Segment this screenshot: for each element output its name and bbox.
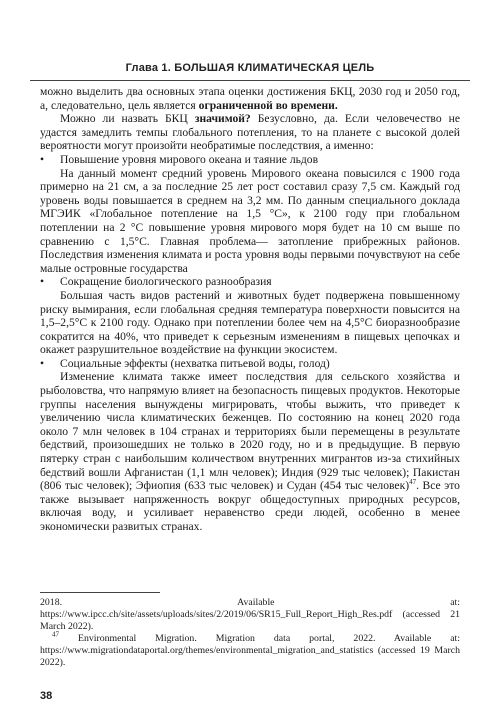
bullet-item-2: • Сокращение биологического разнообразия	[40, 275, 272, 289]
paragraph-2: Можно ли назвать БКЦ значимой? Безусловно, да. Если человечество не удастся замедлить темпы глобального потепления, то на планете с высокой долей вероятности могут произойти необратимые последствия, а именно:	[40, 112, 460, 153]
bold-phrase: значимой?	[194, 112, 251, 126]
footnote-rule	[40, 592, 160, 593]
bullet-icon: •	[40, 152, 45, 166]
paragraph-4: Большая часть видов растений и животных будет подвержена повышенному риску вымирания, если глобальная средняя температура поверхности повысится на 1,5–2,5°С к 2100 году. Однако при потеплении более чем на 4,5°С биоразнообразие сократится на 40%, что приведет к серьезным изменениям в пищевых цепочках и окажет разрушительное воздействие на функции экосистем.	[40, 288, 460, 357]
footnote-47: $^{47}$ Environmental Migration. Migration data portal, 2022. Available at: https://www.migrationdataportal.org/themes/environmental_migration_and_statistics (accessed 19 March 2022).	[40, 630, 460, 668]
main-text	[40, 85, 460, 534]
footnote-continuation: 2018. Available at: https://www.ipcc.ch/site/assets/uploads/sites/2/2019/06/SR15_Full_Report_High_Res.pdf (accessed 21 March 2022).	[40, 597, 460, 632]
bullet-item-1: • Повышение уровня мирового океана и таяние льдов	[40, 152, 319, 166]
running-header: Глава 1. БОЛЬШАЯ КЛИМАТИЧЕСКАЯ ЦЕЛЬ	[125, 62, 375, 74]
paragraph-1: можно выделить два основных этапа оценки достижения БКЦ, 2030 год и 2050 год, а, следовательно, цель является ограниченной во времени.	[40, 85, 460, 112]
bullet-item-3: • Социальные эффекты (нехватка питьевой воды, голод)	[40, 356, 330, 370]
footnote-ref: 47	[409, 478, 417, 487]
bold-phrase: ограниченной во времени.	[198, 98, 338, 112]
footnotes	[40, 597, 460, 669]
paragraph-5: Изменение климата также имеет последствия для сельского хозяйства и рыболовства, что напрямую влияет на безопасность пищевых продуктов. Некоторые группы населения вынуждены мигрировать, чтобы выжить, что приведет к увеличению числа климатических беженцев. По состоянию на конец 2020 года около 7 млн человек в 104 странах и территориях были перемещены в результате бедствий, произошедших не только в 2020 году, но и в предыдущие. В первую пятерку стран с наибольшим количеством внутренних мигрантов из-за стихийных бедствий вошли Афганистан (1,1 млн человек); Индия (929 тыс человек); Пакистан (806 тыс человек); Эфиопия (633 тыс человек) и Судан (454 тыс человек)$^{47}$. Все это также вызывает напряженность вокруг общедоступных природных ресурсов, включая воду, и усиливает неравенство среди людей, особенно в менее экономически развитых странах.	[40, 370, 460, 533]
paragraph-3: На данный момент средний уровень Мирового океана повысился с 1900 года примерно на 21 см, а за последние 25 лет рост составил сразу 7,5 см. Каждый год уровень воды повышается в среднем на 3,2 мм. По данным специального доклада МГЭИК «Глобальное потепление на 1,5 °C», к 2100 году при глобальном потеплении на 2 °C повышение уровня мирового моря будет на 10 см выше по сравнению с 1,5°С. Главная проблема— затопление прибрежных районов. Последствия изменения климата и роста уровня воды первыми почувствуют на себе малые островные государства	[40, 166, 460, 275]
header-rule	[30, 80, 470, 81]
bullet-icon: •	[40, 275, 45, 289]
bullet-icon: •	[40, 356, 45, 370]
page-number: 38	[40, 690, 53, 702]
